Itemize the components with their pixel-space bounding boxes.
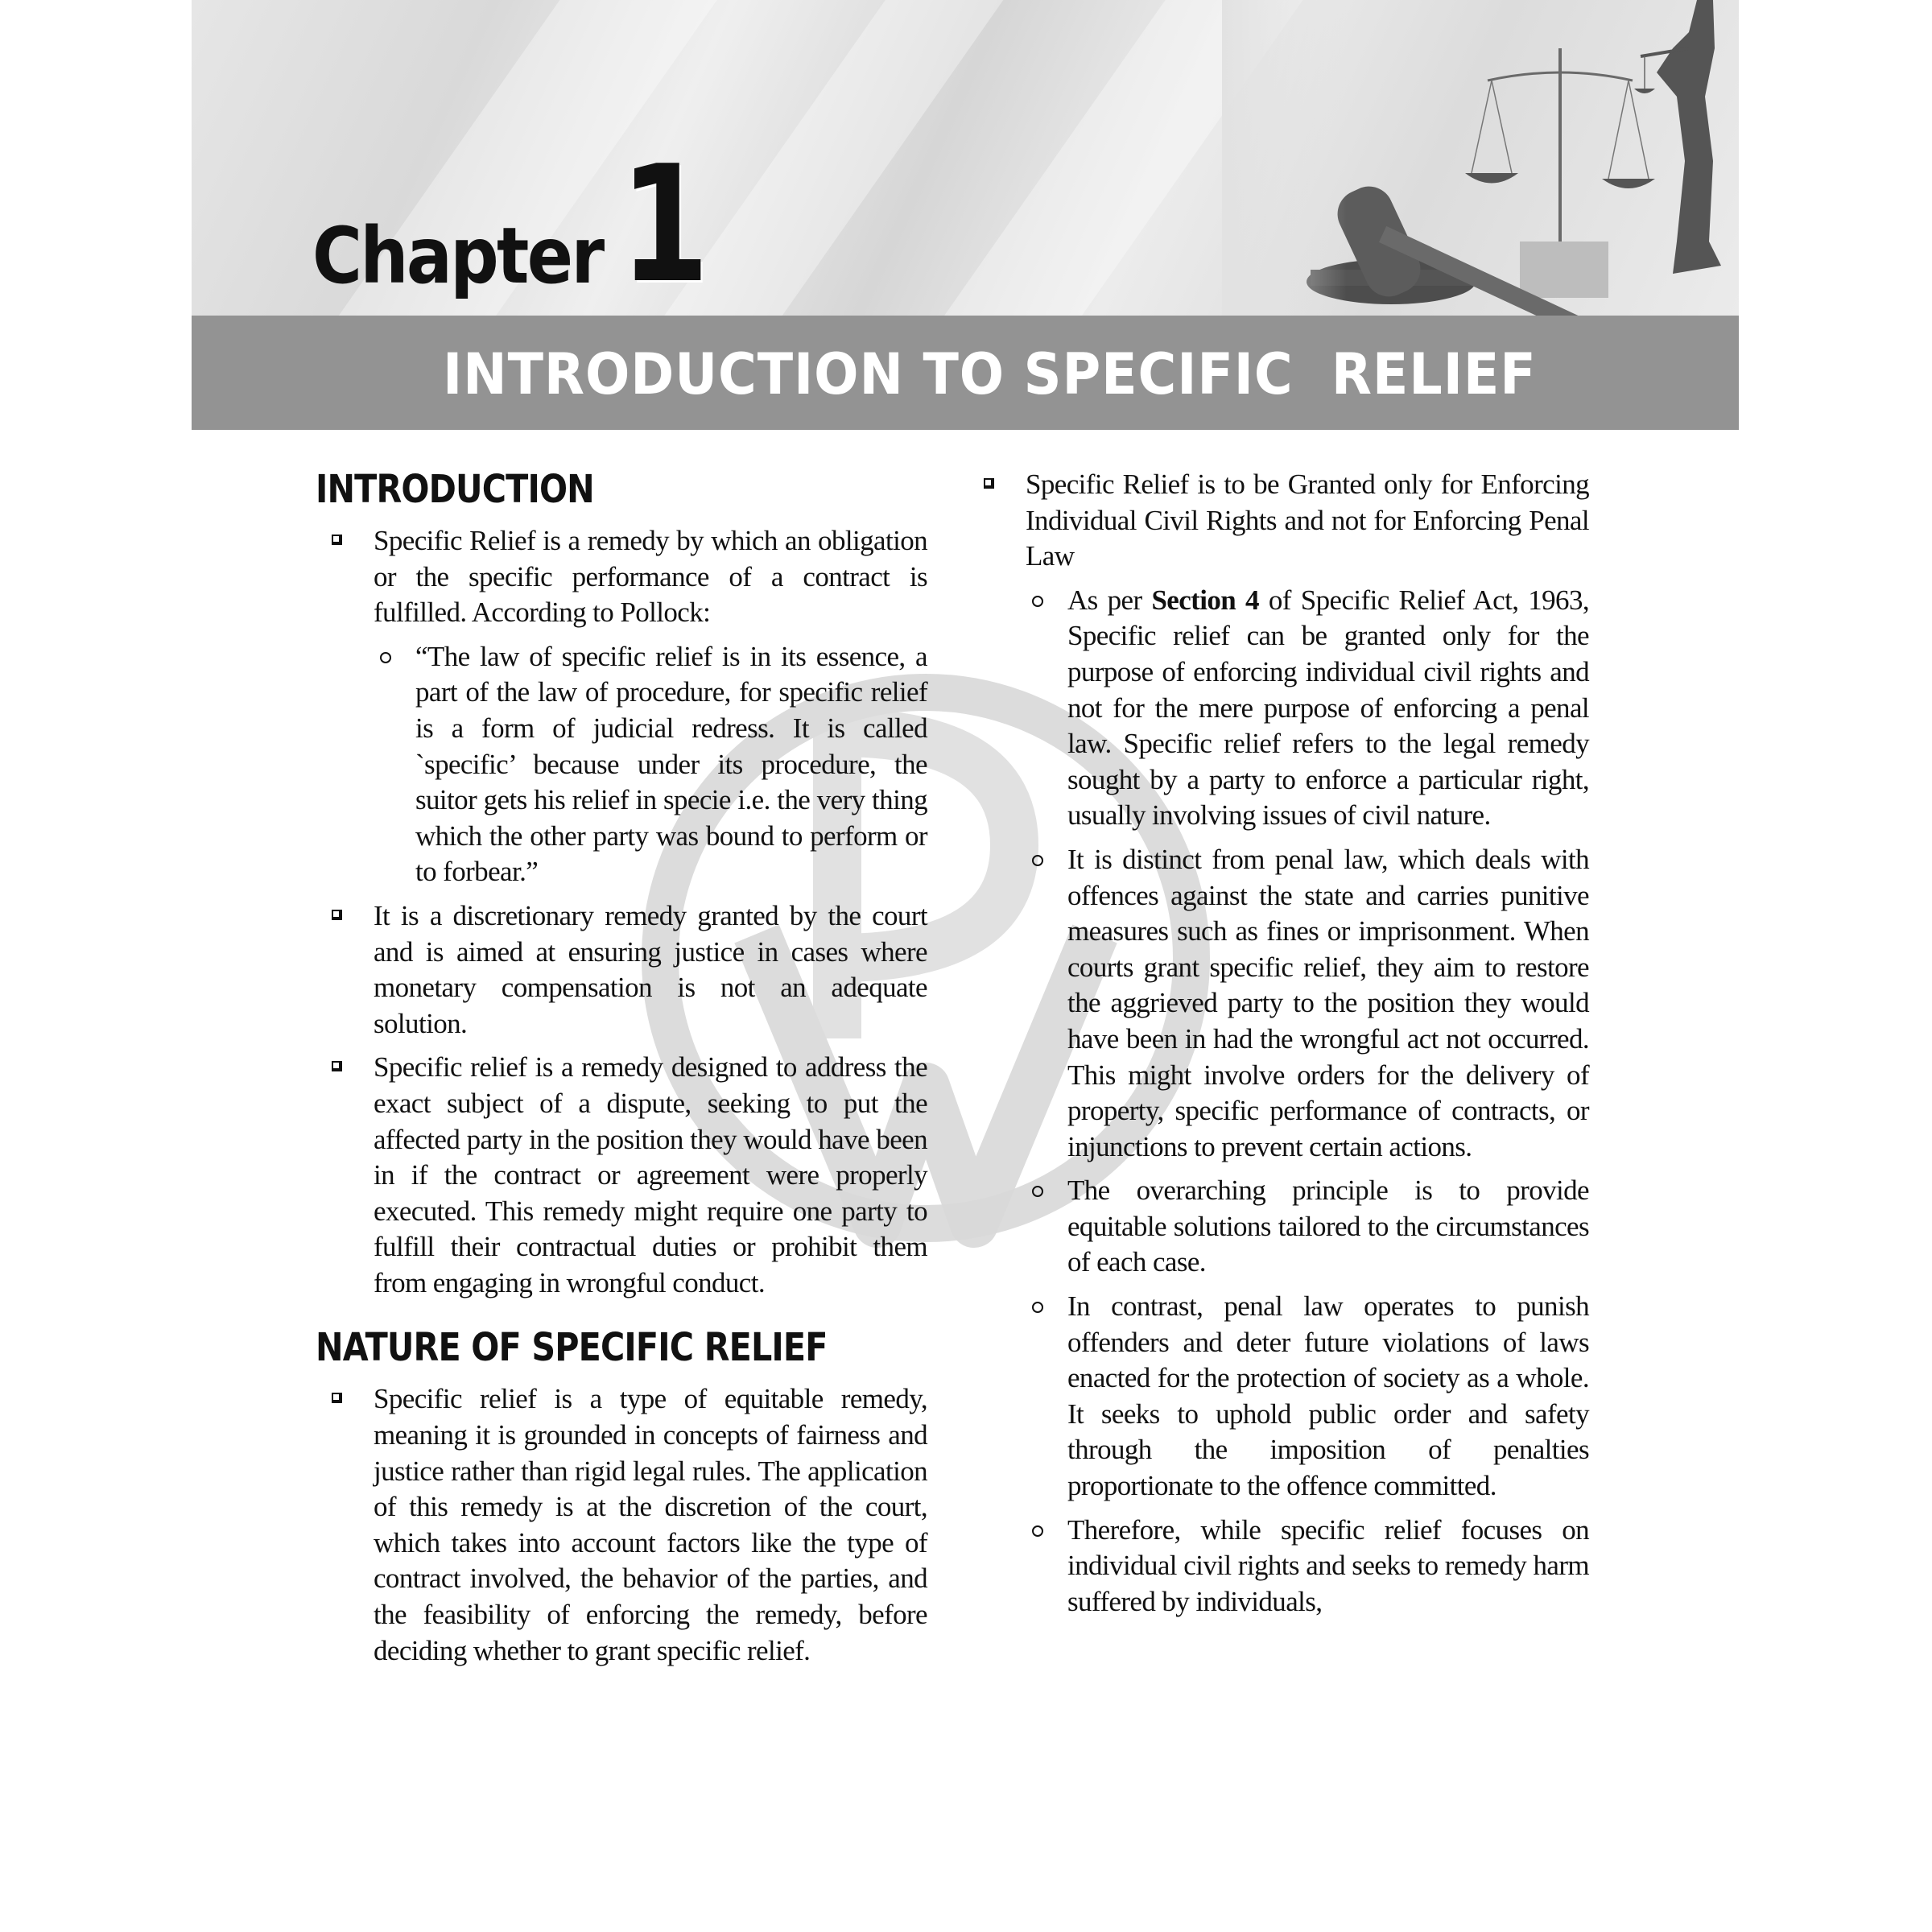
square-bullet-icon (332, 910, 342, 920)
sub-list (1026, 583, 1589, 1620)
square-bullet-icon (332, 535, 342, 545)
sub-list-item (1026, 1289, 1589, 1505)
right-list (984, 467, 1589, 1620)
paragraph-section-4 (1067, 583, 1589, 834)
square-bullet-icon (332, 1393, 342, 1403)
circle-bullet-icon (1032, 1525, 1043, 1537)
paragraph: The overarching principle is to provide equitable solutions tailored to the circumstances of each case. (1067, 1174, 1589, 1278)
paragraph: Therefore, while specific relief focuses on individual civil rights and seeks to remedy harm suffered by individuals, (1067, 1513, 1589, 1617)
list-item (316, 898, 927, 1042)
pollock-quote: “The law of specific relief is in its essence, a part of the law of procedure, for specific relief is a form of judicial redress. It is called `specific’ because under its procedure, the suitor gets his relief in specie i.e. the very thing which the other party was bound to perform or to forbear.” (415, 640, 927, 888)
list-item (316, 1381, 927, 1669)
right-column (984, 467, 1589, 1620)
list-item (316, 1050, 927, 1301)
sub-list-item (1026, 583, 1589, 834)
paragraph: It is distinct from penal law, which deals with offences against the state and carries punitive measures such as fines or imprisonment. When courts grant specific relief, they aim to restore the aggrieved party to the position they would have been in had the wrongful act not occurred. This might involve orders for the delivery of property, specific performance of contracts, or injunctions to prevent certain actions. (1067, 843, 1589, 1162)
chapter-banner (192, 0, 1739, 316)
circle-bullet-icon (1032, 855, 1043, 866)
circle-bullet-icon (1032, 1302, 1043, 1313)
text-prefix: As per (1067, 584, 1152, 616)
chapter-number: 1 (620, 131, 710, 316)
section-heading-introduction: INTRODUCTION (316, 467, 594, 512)
text-body: of Specific Relief Act, 1963, Specific relief can be granted only for the purpose of enforcing individual civil rights and not for the mere purpose of enforcing a penal law. Specific relief refers to the legal remedy sought by a party to enforce a particular right, usually involving issues of civil nature. (1067, 584, 1590, 832)
sub-list-item (374, 639, 927, 890)
scales-of-justice-icon (1222, 0, 1721, 316)
sub-list (374, 639, 927, 890)
section-4-reference: Section 4 (1151, 584, 1259, 616)
sub-list-item (1026, 1173, 1589, 1281)
paragraph: In contrast, penal law operates to punish offenders and deter future violations of laws enacted for the protection of society as a whole. It seeks to uphold public order and safety through the imposition of penalties proportionate to the offence committed. (1067, 1290, 1589, 1502)
paragraph: Specific Relief is to be Granted only for Enforcing Individual Civil Rights and not for Enforcing Penal Law (1026, 469, 1589, 572)
paragraph: It is a discretionary remedy granted by the court and is aimed at ensuring justice in cases where monetary compensation is not an adequate solution. (374, 899, 927, 1039)
square-bullet-icon (984, 478, 994, 489)
square-bullet-icon (332, 1061, 342, 1071)
paragraph: Specific Relief is a remedy by which an obligation or the specific performance of a contract is fulfilled. According to Pollock: (374, 525, 927, 629)
circle-bullet-icon (380, 652, 391, 663)
chapter-label: Chapter (312, 211, 603, 301)
nature-list (316, 1381, 927, 1669)
paragraph: Specific relief is a remedy designed to address the exact subject of a dispute, seeking to put the affected party in the position they would have been in if the contract or agreement were properly executed. This remedy might require one party to fulfill their contractual duties or prohibit them from engaging in wrongful conduct. (374, 1051, 927, 1298)
sub-list-item (1026, 842, 1589, 1165)
left-column (316, 467, 927, 1669)
chapter-title: INTRODUCTION TO SPECIFIC RELIEF (443, 341, 1537, 407)
circle-bullet-icon (1032, 596, 1043, 607)
section-heading-nature: NATURE OF SPECIFIC RELIEF (316, 1325, 828, 1371)
list-item (316, 523, 927, 890)
introduction-list (316, 523, 927, 1301)
list-item (984, 467, 1589, 1620)
circle-bullet-icon (1032, 1186, 1043, 1197)
sub-list-item (1026, 1513, 1589, 1620)
chapter-title-bar (192, 316, 1739, 430)
paragraph: Specific relief is a type of equitable remedy, meaning it is grounded in concepts of fairness and justice rather than rigid legal rules. The application of this remedy is at the discretion of the court, which takes into account factors like the type of contract involved, the behavior of the parties, and the feasibility of enforcing the remedy, before deciding whether to grant specific relief. (374, 1383, 927, 1666)
